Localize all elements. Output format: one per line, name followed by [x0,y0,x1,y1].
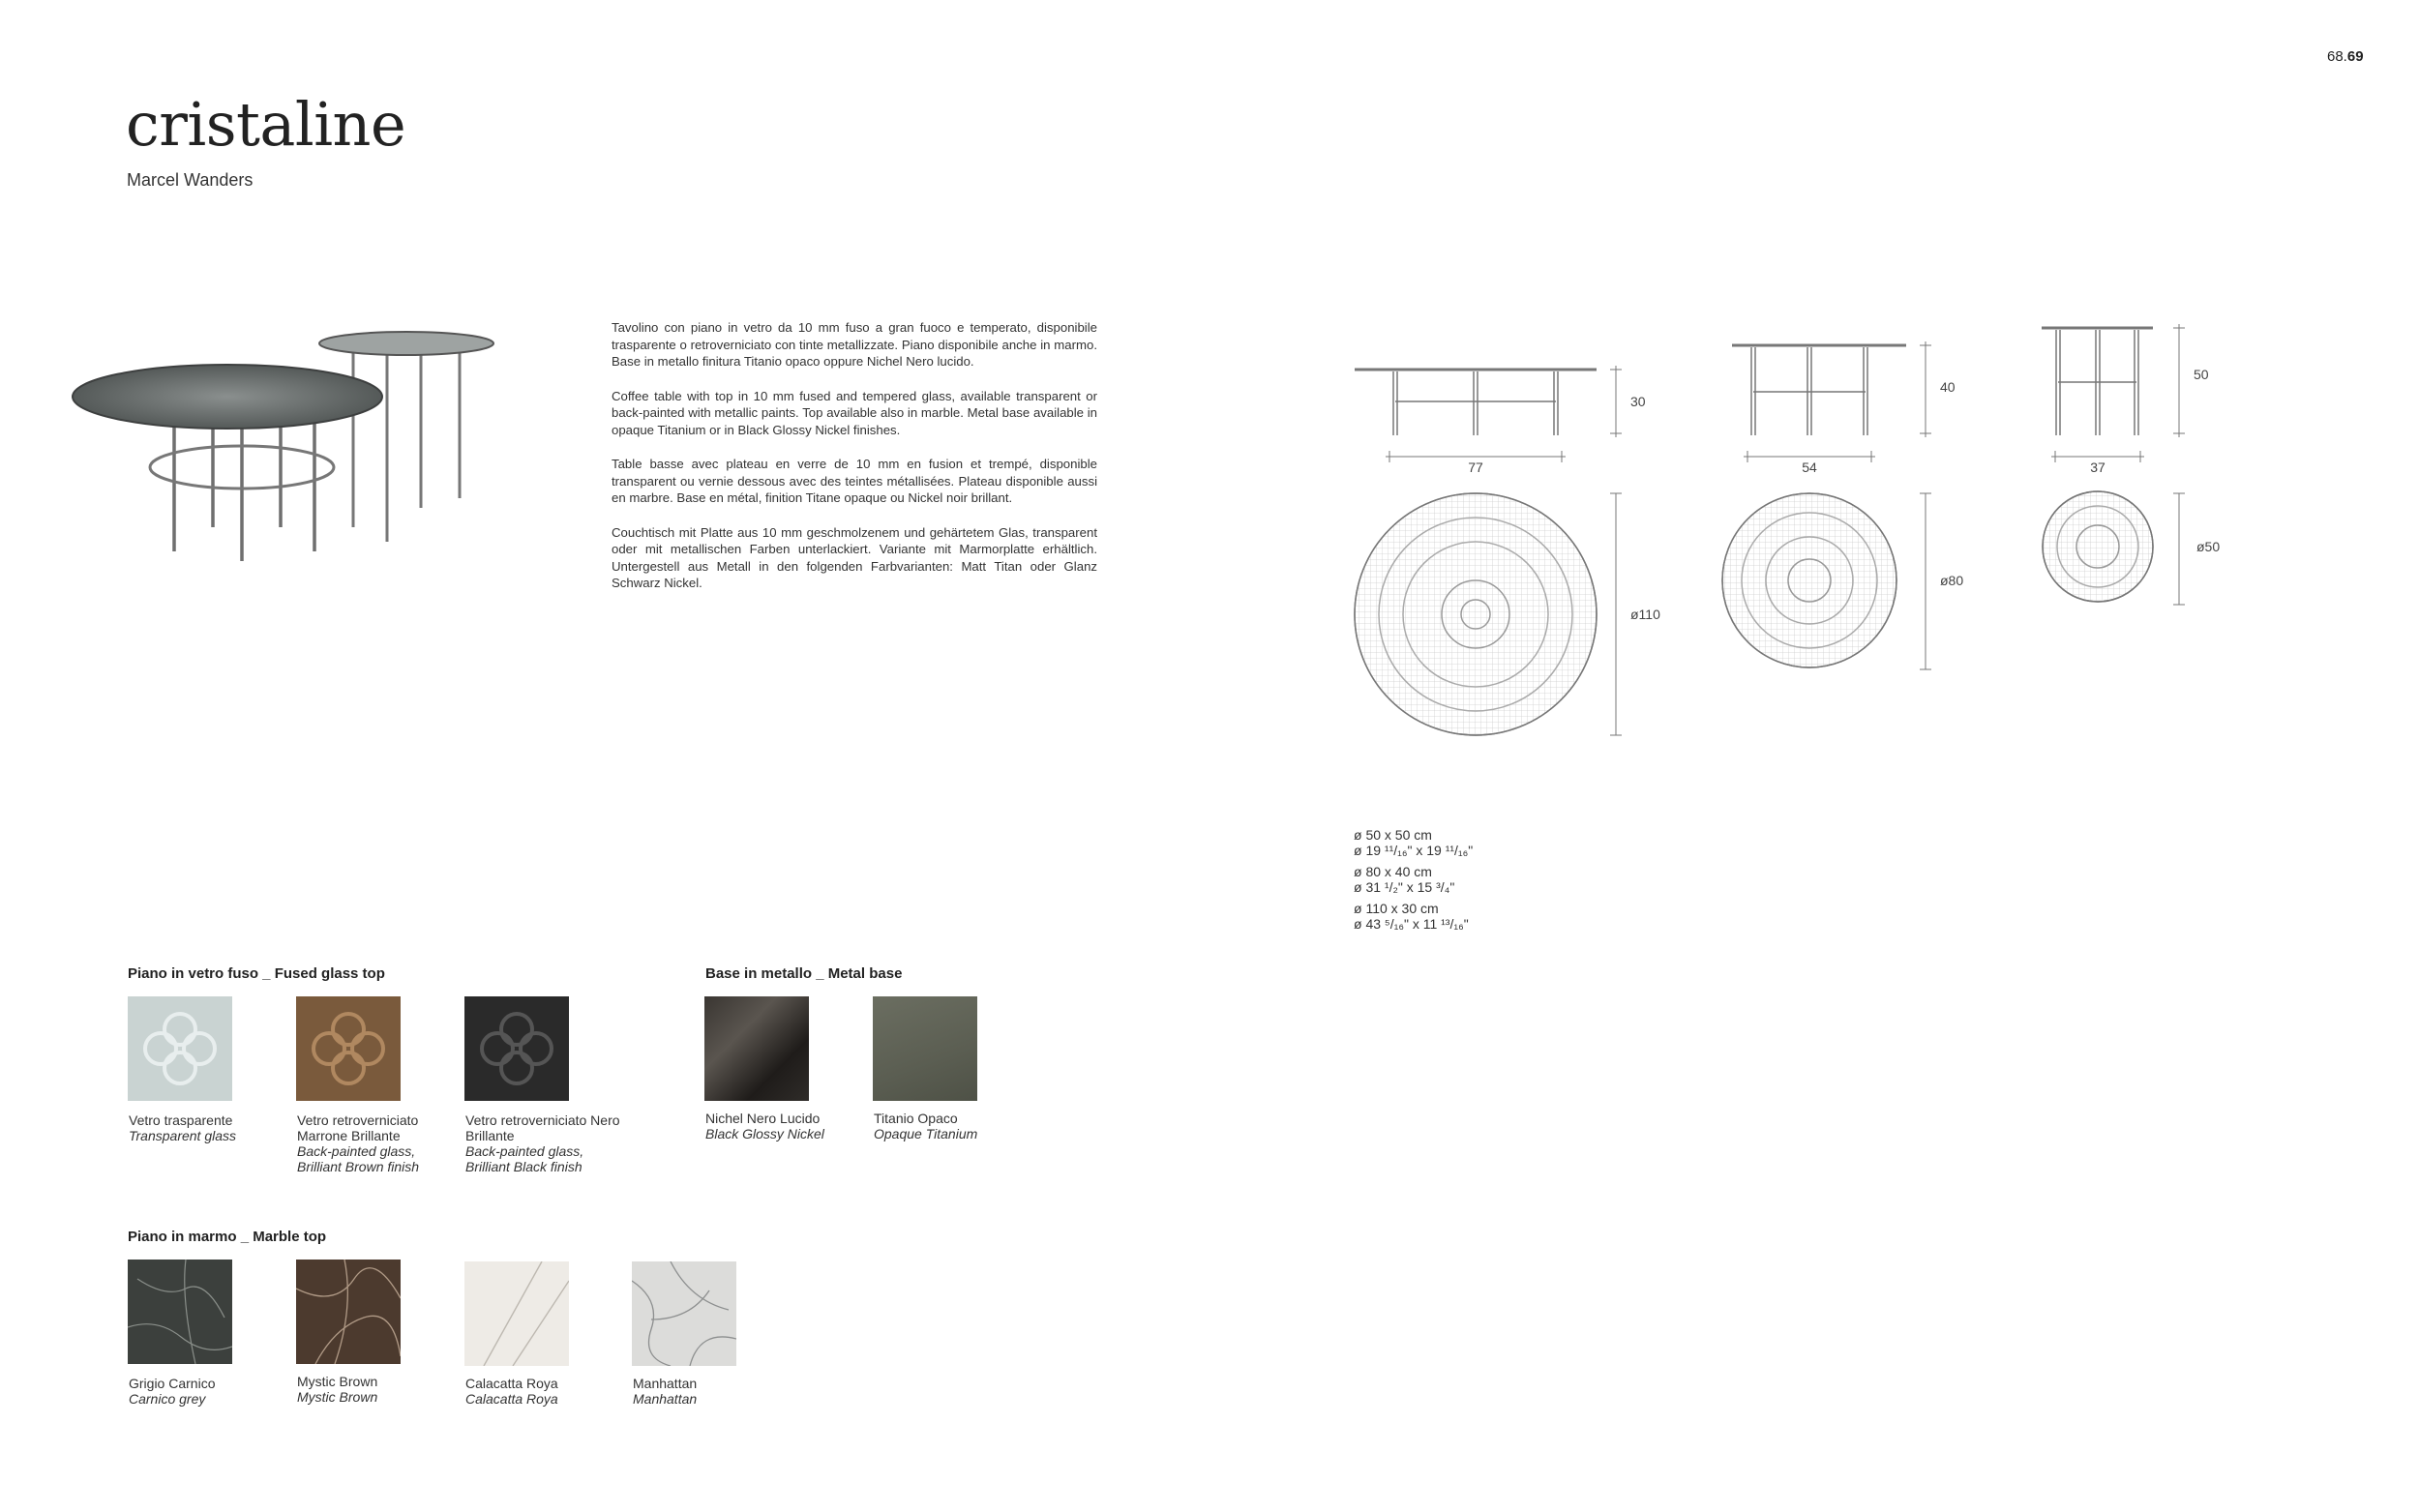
caption-it: Vetro retroverniciato Nero Brillante [465,1112,620,1143]
medium-top-view [1722,493,1931,669]
designer-name: Marcel Wanders [127,170,254,190]
large-side-view [1355,366,1622,462]
caption-it: Vetro retroverniciato Marrone Brillante [297,1112,419,1143]
swatch-brilliant-brown-glass [296,996,401,1101]
size-list [1354,827,1473,937]
size-inch: ø 19 ¹¹/₁₆" x 19 ¹¹/₁₆" [1354,843,1474,858]
swatch-carnico-grey [128,1260,232,1364]
caption-transparent-glass [129,1112,313,1143]
caption-brilliant-black-glass [465,1112,620,1174]
caption-mystic-brown [297,1374,481,1405]
small-top-view [2043,491,2185,605]
size-cm: ø 50 x 50 cm [1354,827,1432,843]
dim-large-height: 30 [1630,394,1646,409]
caption-en: Manhattan [633,1391,698,1407]
product-description [612,319,1097,609]
caption-en: Back-painted glass, Brilliant Brown finish [297,1143,420,1174]
dim-medium-diameter: ø80 [1940,573,1964,588]
size-item [1354,864,1473,895]
caption-en: Opaque Titanium [874,1126,978,1141]
size-item [1354,901,1473,932]
swatch-manhattan [632,1261,736,1366]
product-photo [34,208,556,595]
caption-it: Manhattan [633,1376,698,1391]
caption-en: Transparent glass [129,1128,237,1143]
dim-large-diameter: ø110 [1630,607,1660,622]
caption-it: Titanio Opaco [874,1111,958,1126]
product-title: cristaline [126,89,406,160]
caption-en: Back-painted glass, Brilliant Black finish [465,1143,584,1174]
dim-small-diameter: ø50 [2196,539,2221,554]
size-cm: ø 80 x 40 cm [1354,864,1432,879]
caption-manhattan [633,1376,817,1407]
page-number-prefix: 68. [2327,48,2347,65]
caption-it: Vetro trasparente [129,1112,233,1128]
size-cm: ø 110 x 30 cm [1354,901,1439,916]
technical-drawings [1335,310,2284,755]
caption-black-glossy-nickel [705,1111,889,1141]
swatch-black-glossy-nickel [704,996,809,1101]
caption-it: Mystic Brown [297,1374,378,1389]
glass-top-title: Piano in vetro fuso _ Fused glass top [128,965,385,982]
swatch-brilliant-black-glass [464,996,569,1101]
metal-base-title: Base in metallo _ Metal base [705,965,903,982]
dim-medium-height: 40 [1940,379,1956,395]
marble-top-title: Piano in marmo _ Marble top [128,1229,327,1245]
page-number [2327,48,2364,65]
caption-it: Calacatta Roya [465,1376,558,1391]
caption-en: Mystic Brown [297,1389,378,1405]
caption-en: Black Glossy Nickel [705,1126,824,1141]
description-it: Tavolino con piano in vetro da 10 mm fuso a gran fuoco e temperato, disponibile trasparente o retroverniciato con tinte metallizzate. Piano disponibile anche in marmo. Base in metallo finitura Titanio opaco oppure Nichel Nero lucido. [612,320,1097,369]
caption-opaque-titanium [874,1111,1058,1141]
caption-it: Nichel Nero Lucido [705,1111,821,1126]
size-item [1354,827,1473,858]
dim-small-width: 37 [2090,460,2105,475]
caption-it: Grigio Carnico [129,1376,216,1391]
caption-calacatta-roya [465,1376,649,1407]
dim-small-height: 50 [2194,367,2209,382]
swatch-mystic-brown [296,1260,401,1364]
small-side-view [2042,324,2185,462]
caption-brilliant-brown-glass [297,1112,452,1174]
large-top-view [1355,493,1622,735]
size-inch: ø 31 ¹/₂" x 15 ³/₄" [1354,879,1455,895]
description-fr: Table basse avec plateau en verre de 10 mm en fusion et trempé, disponible transparent ou vernie dessous avec des teintes métallisées. Plateau disponible aussi en marbre. Base en métal, finition Titane opaque ou Nickel noir brillant. [612,457,1097,505]
description-en: Coffee table with top in 10 mm fused and tempered glass, available transparent or back-painted with metallic paints. Top available also in marble. Metal base available in opaque Titanium or in Black Glossy Nickel finishes. [612,388,1097,437]
size-inch: ø 43 ⁵/₁₆" x 11 ¹³/₁₆" [1354,916,1469,932]
caption-en: Calacatta Roya [465,1391,558,1407]
description-de: Couchtisch mit Platte aus 10 mm geschmolzenem und gehärtetem Glas, transparent oder mit metallischen Farben unterlackiert. Variante mit Marmorplatte erhältlich. Untergestell aus Metall in den folgenden Farbvarianten: Matt Titan oder Glanz Schwarz Nickel. [612,524,1097,590]
dim-medium-width: 54 [1802,460,1817,475]
medium-side-view [1732,341,1931,462]
caption-en: Carnico grey [129,1391,206,1407]
swatch-calacatta-roya [464,1261,569,1366]
swatch-opaque-titanium [873,996,977,1101]
page-number-current: 69 [2346,48,2364,65]
caption-carnico-grey [129,1376,313,1407]
dim-large-width: 77 [1468,460,1483,475]
swatch-transparent-glass [128,996,232,1101]
